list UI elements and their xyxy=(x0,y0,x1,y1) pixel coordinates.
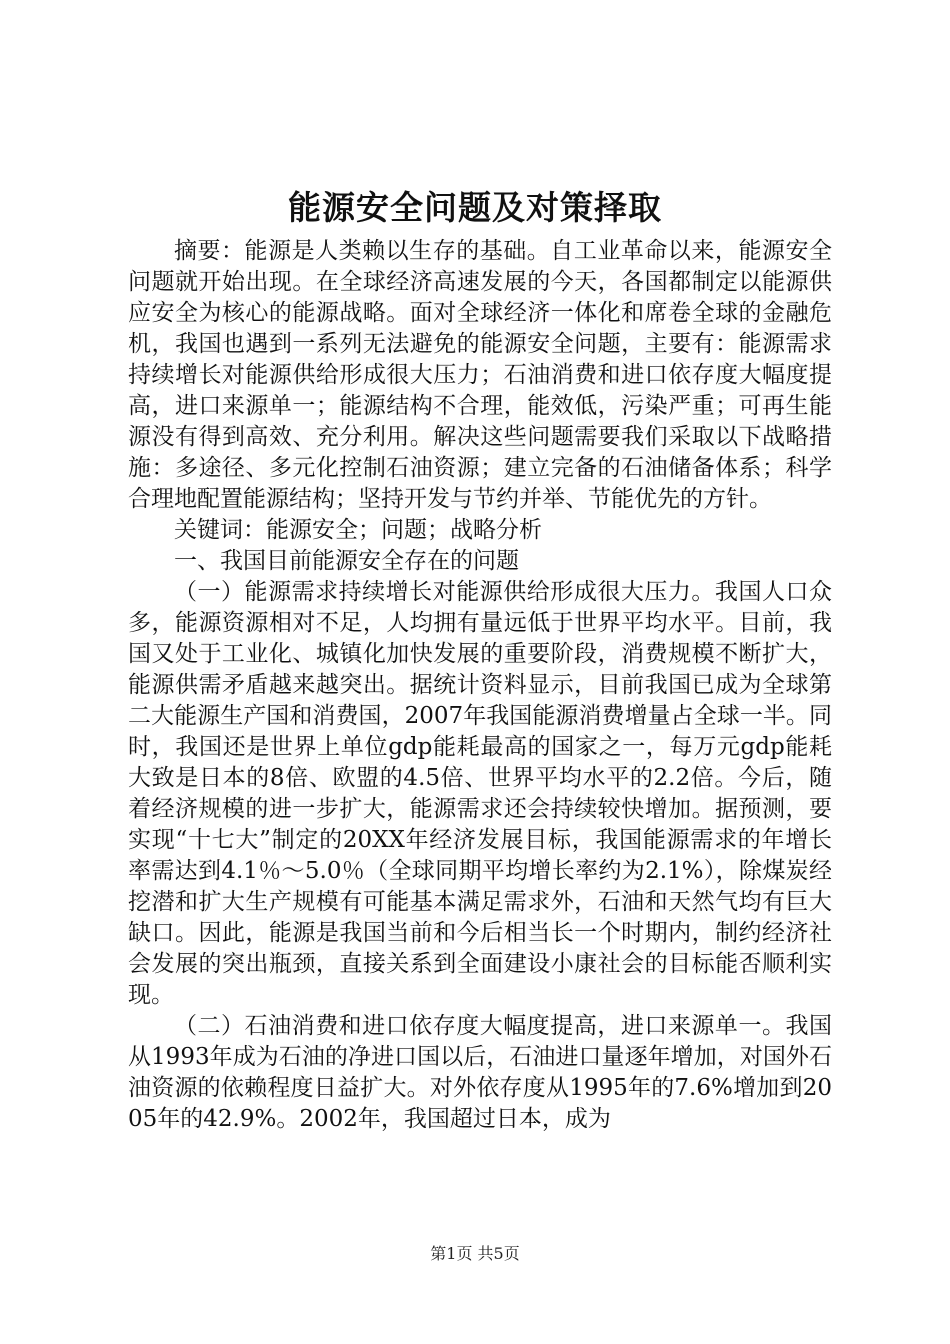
page-footer: 第1页 共5页 xyxy=(430,1244,520,1263)
document-body xyxy=(128,236,832,1135)
document-title: 能源安全问题及对策择取 xyxy=(288,188,662,227)
body-paragraph: （二）石油消费和进口依存度大幅度提高，进口来源单一。我国从1993年成为石油的净进口国以后，石油进口量逐年增加，对国外石油资源的依赖程度日益扩大。对外依存度从1995年的7.6%增加到2005年的42.9%。2002年，我国超过日本，成为 xyxy=(128,1013,832,1132)
section-heading: 一、我国目前能源安全存在的问题 xyxy=(174,548,519,574)
body-paragraph: （一）能源需求持续增长对能源供给形成很大压力。我国人口众多，能源资源相对不足，人均拥有量远低于世界平均水平。目前，我国又处于工业化、城镇化加快发展的重要阶段，消费规模不断扩大，能源供需矛盾越来越突出。据统计资料显示，目前我国已成为全球第二大能源生产国和消费国，2007年我国能源消费增量占全球一半。同时，我国还是世界上单位gdp能耗最高的国家之一，每万元gdp能耗大致是日本的8倍、欧盟的4.5倍、世界平均水平的2.2倍。今后，随着经济规模的进一步扩大，能源需求还会持续较快增加。据预测，要实现“十七大”制定的20XX年经济发展目标，我国能源需求的年增长率需达到4.1％～5.0％（全球同期平均增长率约为2.1%），除煤炭经挖潜和扩大生产规模有可能基本满足需求外，石油和天然气均有巨大缺口。因此，能源是我国当前和今后相当长一个时期内，制约经济社会发展的突出瓶颈，直接关系到全面建设小康社会的目标能否顺利实现。 xyxy=(128,579,832,1008)
abstract-paragraph: 摘要：能源是人类赖以生存的基础。自工业革命以来，能源安全问题就开始出现。在全球经济高速发展的今天，各国都制定以能源供应安全为核心的能源战略。面对全球经济一体化和席卷全球的金融危机，我国也遇到一系列无法避免的能源安全问题，主要有：能源需求持续增长对能源供给形成很大压力；石油消费和进口依存度大幅度提高，进口来源单一；能源结构不合理，能效低，污染严重；可再生能源没有得到高效、充分利用。解决这些问题需要我们采取以下战略措施：多途径、多元化控制石油资源；建立完备的石油储备体系；科学合理地配置能源结构；坚持开发与节约并举、节能优先的方针。 xyxy=(128,238,832,512)
keywords-paragraph: 关键词：能源安全；问题；战略分析 xyxy=(174,517,542,543)
